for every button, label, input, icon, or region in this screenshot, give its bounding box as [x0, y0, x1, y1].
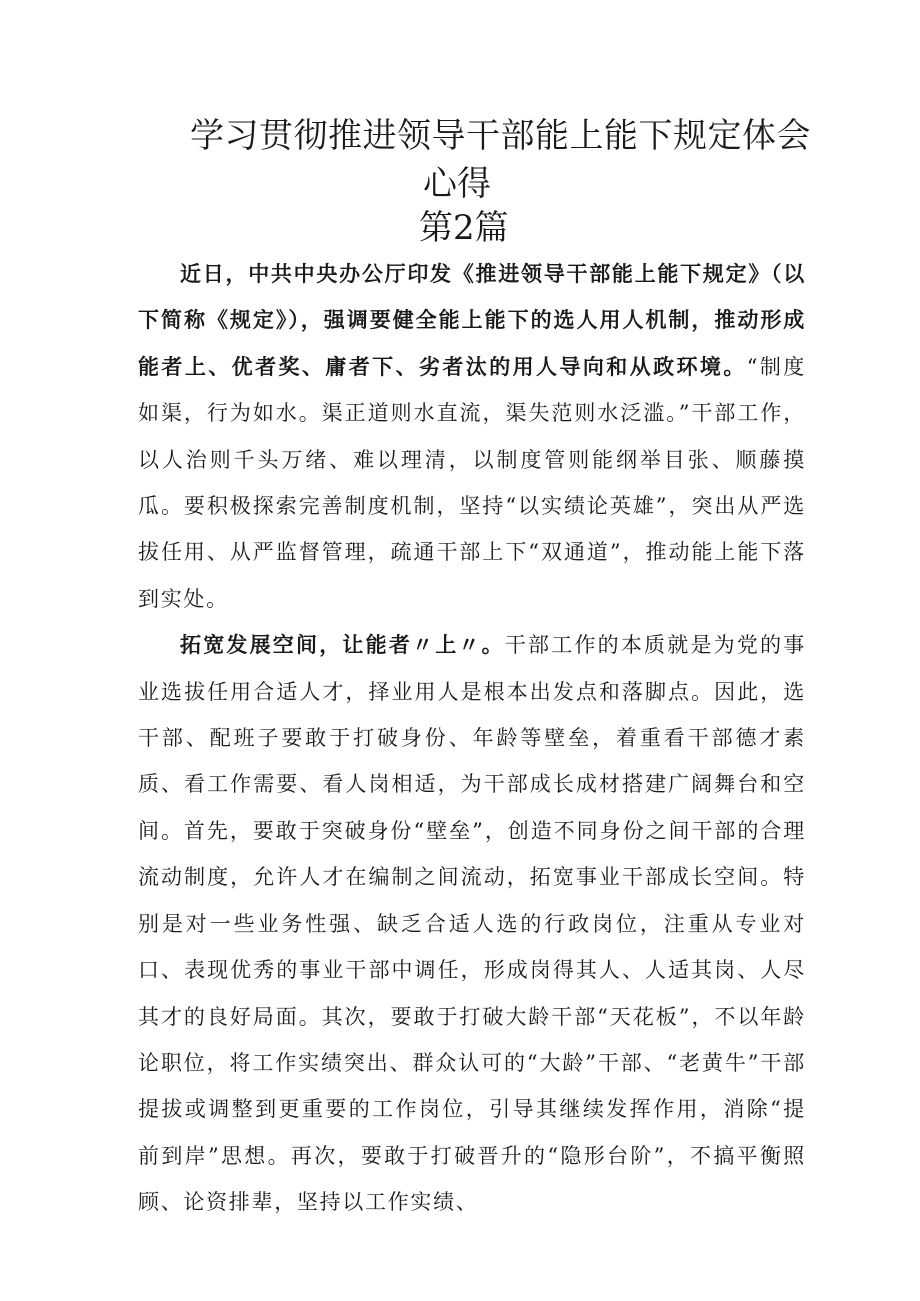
document-subtitle-part: 第2篇 — [419, 208, 509, 248]
paragraph-1-text: “制度如渠，行为如水。渠正道则水直流，渠失范则水泛滥。”干部工作，以人治则千头万绪、难以理清，以制度管则能纲举目张、顺藤摸瓜。要积极探索完善制度机制，坚持“以实绩论英雄”，突出从严选拔任用、从严监督管理，疏通干部上下“双通道”，推动能上能下落到实处。 — [138, 354, 806, 611]
paragraph-1-lead: 近日，中共中央办公厅印发《推进领导干部能上能下规定》（以下简称《规定》），强调要健全能上能下的选人用人机制，推动形成能者上、优者奖、庸者下、劣者汰的用人导向和从政环境。 — [138, 262, 806, 379]
document-title-line-2: 心得 — [423, 164, 491, 204]
document-title-line-1: 学习贯彻推进领导干部能上能下规定体会 — [190, 116, 811, 156]
paragraph-2-text: 干部工作的本质就是为党的事业选拔任用合适人才，择业用人是根本出发点和落脚点。因此，选干部、配班子要敢于打破身份、年龄等壁垒，着重看干部德才素质、看工作需要、看人岗相适，为干部成长成材搭建广阔舞台和空间。首先，要敢于突破身份“壁垒”，创造不同身份之间干部的合理流动制度，允许人才在编制之间流动，拓宽事业干部成长空间。特别是对一些业务性强、缺乏合适人选的行政岗位，注重从专业对口、表现优秀的事业干部中调任，形成岗得其人、人适其岗、人尽其才的良好局面。其次，要敢于打破大龄干部“天花板”，不以年龄论职位，将工作实绩突出、群众认可的“大龄”干部、“老黄牛”干部提拔或调整到更重要的工作岗位，引导其继续发挥作用，消除“提前到岸”思想。再次，要敢于打破晋升的“隐形台阶”，不搞平衡照顾、论资排辈，坚持以工作实绩、 — [138, 633, 806, 1215]
document-body — [138, 251, 806, 1226]
paragraph-2-lead: 拓宽发展空间，让能者〃上〃。 — [180, 633, 505, 658]
paragraph-2 — [138, 622, 806, 1225]
paragraph-1 — [138, 251, 806, 622]
